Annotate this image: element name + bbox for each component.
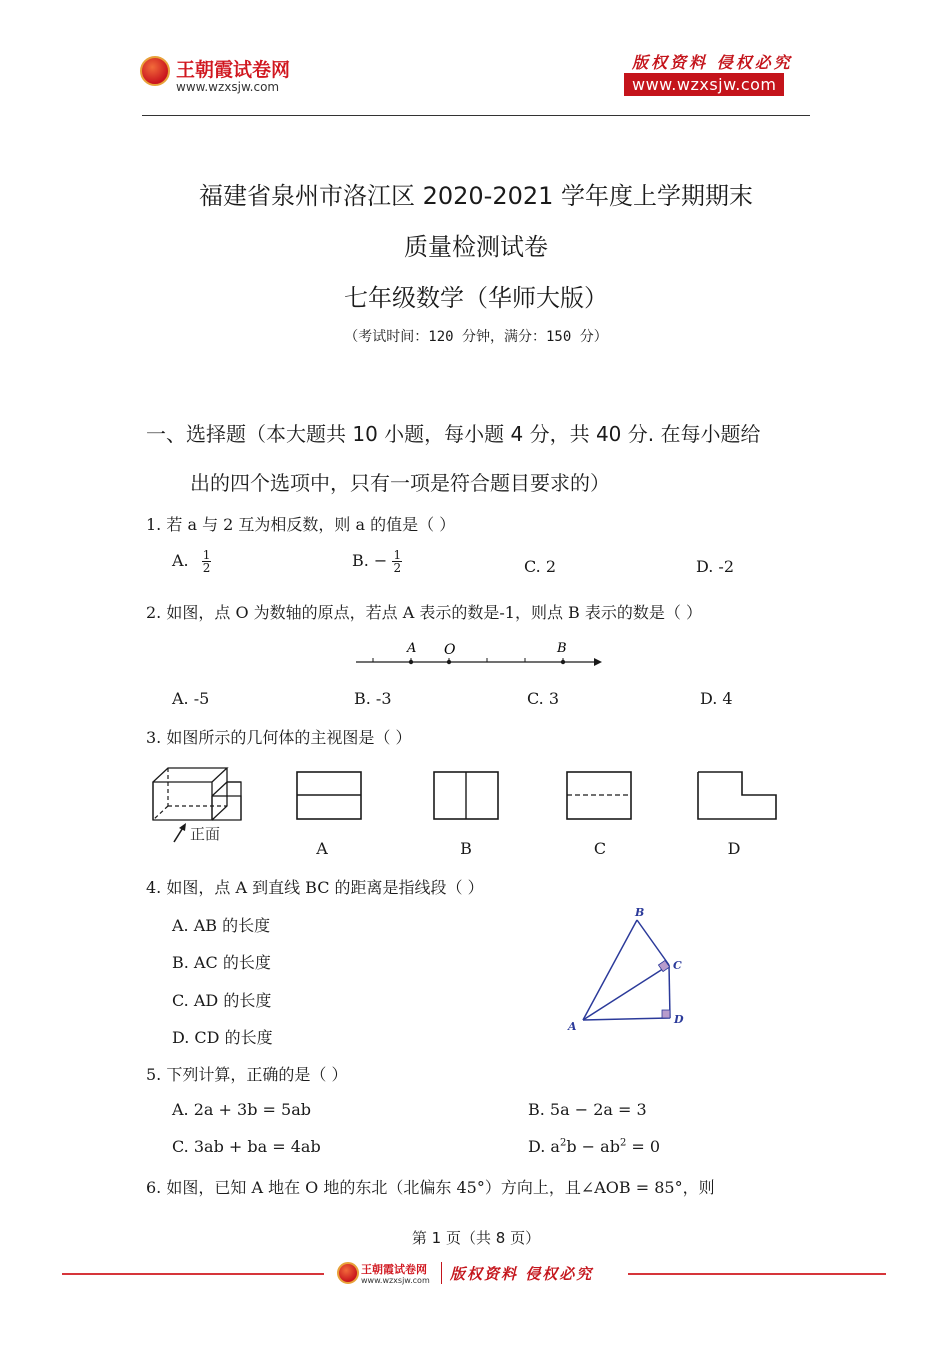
question-4-option-a[interactable]: A. AB 的长度 xyxy=(172,916,271,935)
question-4-option-c[interactable]: C. AD 的长度 xyxy=(172,991,272,1010)
fraction xyxy=(392,549,402,574)
exponent: 2 xyxy=(619,1137,627,1149)
question-2-option-a[interactable]: A. -5 xyxy=(172,689,210,708)
fraction-denominator: 2 xyxy=(393,561,402,575)
question-5-option-b[interactable]: B. 5a − 2a = 3 xyxy=(528,1100,647,1119)
footer-line-right xyxy=(628,1273,886,1275)
footer-divider xyxy=(441,1262,442,1284)
fraction-numerator: 1 xyxy=(393,548,402,562)
question-2-stem: 2. 如图，点 O 为数轴的原点，若点 A 表示的数是-1，则点 B 表示的数是（ ） xyxy=(146,603,702,622)
question-5-stem: 5. 下列计算，正确的是（ ） xyxy=(146,1065,348,1084)
header-slogan: 版权资料 侵权必究 xyxy=(632,53,793,72)
option-d-view[interactable] xyxy=(695,769,781,823)
question-1-option-d[interactable]: D. -2 xyxy=(696,557,735,576)
option-a-label: A. xyxy=(172,551,189,570)
front-label: 正面 xyxy=(190,825,221,843)
question-3-stem: 3. 如图所示的几何体的主视图是（ ） xyxy=(146,728,412,747)
question-1-option-a[interactable] xyxy=(172,549,211,574)
question-1-option-b[interactable] xyxy=(352,549,402,574)
header-url-box[interactable]: www.wzxsjw.com xyxy=(624,73,784,96)
fraction-numerator: 1 xyxy=(202,548,211,562)
question-1-stem: 1. 若 a 与 2 互为相反数，则 a 的值是（ ） xyxy=(146,515,456,534)
footer-logo-badge-icon xyxy=(337,1262,359,1284)
question-6-stem: 6. 如图，已知 A 地在 O 地的东北（北偏东 45°）方向上，且∠AOB = 85°，则 xyxy=(146,1178,715,1197)
header-divider xyxy=(142,115,810,116)
point-o xyxy=(447,660,451,664)
header-logo-url[interactable]: www.wzxsjw.com xyxy=(176,80,280,94)
section-heading-line-1: 一、选择题（本大题共 10 小题，每小题 4 分，共 40 分. 在每小题给 xyxy=(146,422,761,446)
question-2-option-c[interactable]: C. 3 xyxy=(527,689,560,708)
question-2-option-d[interactable]: D. 4 xyxy=(700,689,733,708)
triangle-figure xyxy=(560,903,700,1035)
label-c: C xyxy=(673,959,682,972)
point-a xyxy=(409,660,413,664)
exam-info: （考试时间：120 分钟，满分：150 分） xyxy=(344,329,608,345)
question-4-stem: 4. 如图，点 A 到直线 BC 的距离是指线段（ ） xyxy=(146,878,484,897)
question-1-option-c[interactable]: C. 2 xyxy=(524,557,557,576)
option-a-label: A xyxy=(316,839,328,858)
footer-line-left xyxy=(62,1273,324,1275)
label-d: D xyxy=(674,1013,684,1026)
logo-badge-icon xyxy=(140,56,170,86)
option-c-label: C xyxy=(593,839,607,858)
option-b-label: B xyxy=(460,839,472,858)
question-5-option-a[interactable]: A. 2a + 3b = 5ab xyxy=(172,1100,311,1119)
section-heading-line-2: 出的四个选项中，只有一项是符合题目要求的） xyxy=(190,471,610,495)
title-line-3: 七年级数学（华师大版） xyxy=(344,284,608,312)
right-angle-d xyxy=(662,1010,670,1018)
question-4-option-d[interactable]: D. CD 的长度 xyxy=(172,1028,273,1047)
option-b-label: B. − xyxy=(352,551,388,570)
number-line-figure xyxy=(350,636,610,672)
option-a-view[interactable] xyxy=(294,769,364,823)
question-4-option-b[interactable]: B. AC 的长度 xyxy=(172,953,271,972)
header-logo-name: 王朝霞试卷网 xyxy=(176,59,291,81)
question-2-option-b[interactable]: B. -3 xyxy=(354,689,392,708)
exponent: 2 xyxy=(559,1137,567,1149)
fraction-denominator: 2 xyxy=(202,561,211,575)
label-b: B xyxy=(557,641,567,656)
number-line-arrow xyxy=(594,658,602,666)
question-5-option-c[interactable]: C. 3ab + ba = 4ab xyxy=(172,1137,321,1156)
option-d-part: b − ab xyxy=(566,1137,620,1156)
label-b: B xyxy=(635,906,645,919)
label-o: O xyxy=(444,642,456,658)
footer-slogan: 版权资料 侵权必究 xyxy=(450,1265,594,1283)
label-a: A xyxy=(407,641,417,656)
option-d-part: D. a xyxy=(528,1137,560,1156)
option-c-view[interactable] xyxy=(564,769,634,823)
option-b-view[interactable] xyxy=(431,769,501,823)
point-b xyxy=(561,660,565,664)
page-number: 第 1 页（共 8 页） xyxy=(411,1229,541,1247)
option-d-part: = 0 xyxy=(626,1137,661,1156)
title-line-2: 质量检测试卷 xyxy=(404,233,548,261)
option-d-label: D xyxy=(727,839,741,858)
fraction xyxy=(202,549,212,574)
question-5-option-d[interactable] xyxy=(528,1137,660,1156)
footer-logo-name: 王朝霞试卷网 xyxy=(361,1263,427,1276)
title-line-1: 福建省泉州市洛江区 2020-2021 学年度上学期期末 xyxy=(198,182,754,210)
label-a: A xyxy=(568,1020,577,1033)
footer-logo-url[interactable]: www.wzxsjw.com xyxy=(361,1276,430,1285)
